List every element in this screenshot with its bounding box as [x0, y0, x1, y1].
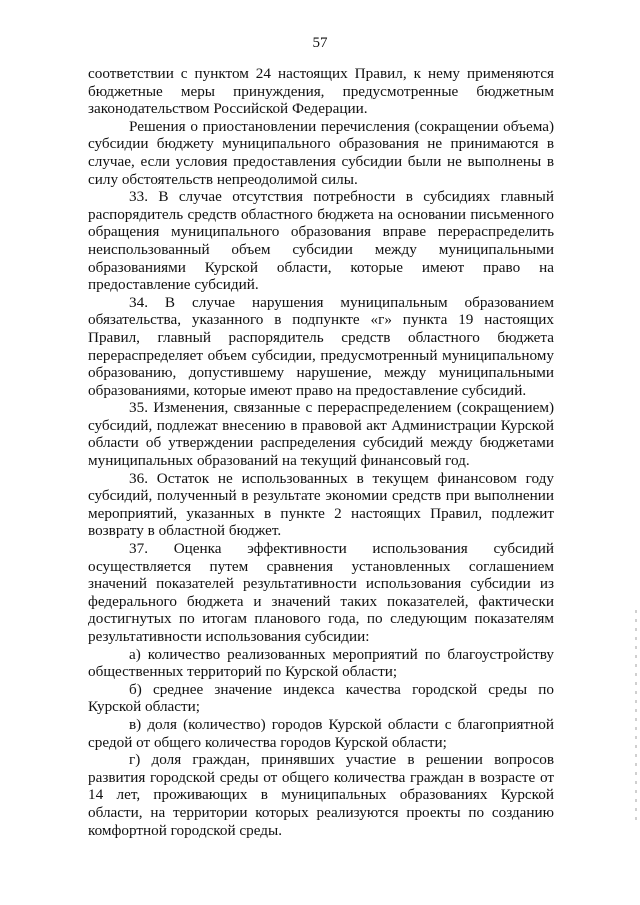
scan-edge-mark: [635, 610, 637, 820]
list-item-a: а) количество реализованных мероприятий по благоустройству общественных территорий по Курской области;: [88, 645, 554, 681]
paragraph-item-34: 34. В случае нарушения муниципальным образованием обязательства, указанного в подпункте «г» пункта 19 настоящих Правил, главный распорядитель средств областного бюджета перераспределяет объем субсидии, предусмотренный муниципальному образованию, допустившему нарушение, между муниципальными образованиями, которые имеют право на предоставление субсидий.: [88, 293, 554, 399]
paragraph-continuation: соответствии с пунктом 24 настоящих Правил, к нему применяются бюджетные меры принуждения, предусмотренные бюджетным законодательством Российской Федерации.: [88, 65, 554, 118]
page-number: 57: [312, 35, 328, 51]
paragraph-item-35: 35. Изменения, связанные с перераспределением (сокращением) субсидий, подлежат внесению в правовой акт Администрации Курской области об утверждении распределения субсидий между бюджетами муниципальных образований на текущий финансовый год.: [88, 399, 554, 470]
body-text: [88, 65, 554, 839]
paragraph-item-36: 36. Остаток не использованных в текущем финансовом году субсидий, полученный в результате экономии средств при выполнении мероприятий, указанных в пункте 2 настоящих Правил, подлежит возврату в областной бюджет.: [88, 469, 554, 540]
paragraph-item-33: 33. В случае отсутствия потребности в субсидиях главный распорядитель средств областного бюджета на основании письменного обращения муниципального образования вправе перераспределить неиспользованный объем субсидии между муниципальными образованиями Курской области, которые имеют право на предоставление субсидий.: [88, 188, 554, 294]
list-item-b: б) среднее значение индекса качества городской среды по Курской области;: [88, 680, 554, 716]
list-item-g: г) доля граждан, принявших участие в решении вопросов развития городской среды от общего количества граждан в возрасте от 14 лет, проживающих в муниципальных образованиях Курской области, на территории которых реализуются проекты по созданию комфортной городской среды.: [88, 751, 554, 839]
paragraph-suspension-decisions: Решения о приостановлении перечисления (сокращении объема) субсидии бюджету муниципального образования не принимаются в случае, если условия предоставления субсидии были не выполнены в силу обстоятельств непреодолимой силы.: [88, 117, 554, 188]
paragraph-item-37: 37. Оценка эффективности использования субсидий осуществляется путем сравнения установленных соглашением значений показателей результативности использования субсидии из федерального бюджета и значений таких показателей, фактически достигнутых по итогам планового года, по следующим показателям результативности использования субсидии:: [88, 540, 554, 645]
list-item-v: в) доля (количество) городов Курской области с благоприятной средой от общего количества городов Курской области;: [88, 715, 554, 751]
